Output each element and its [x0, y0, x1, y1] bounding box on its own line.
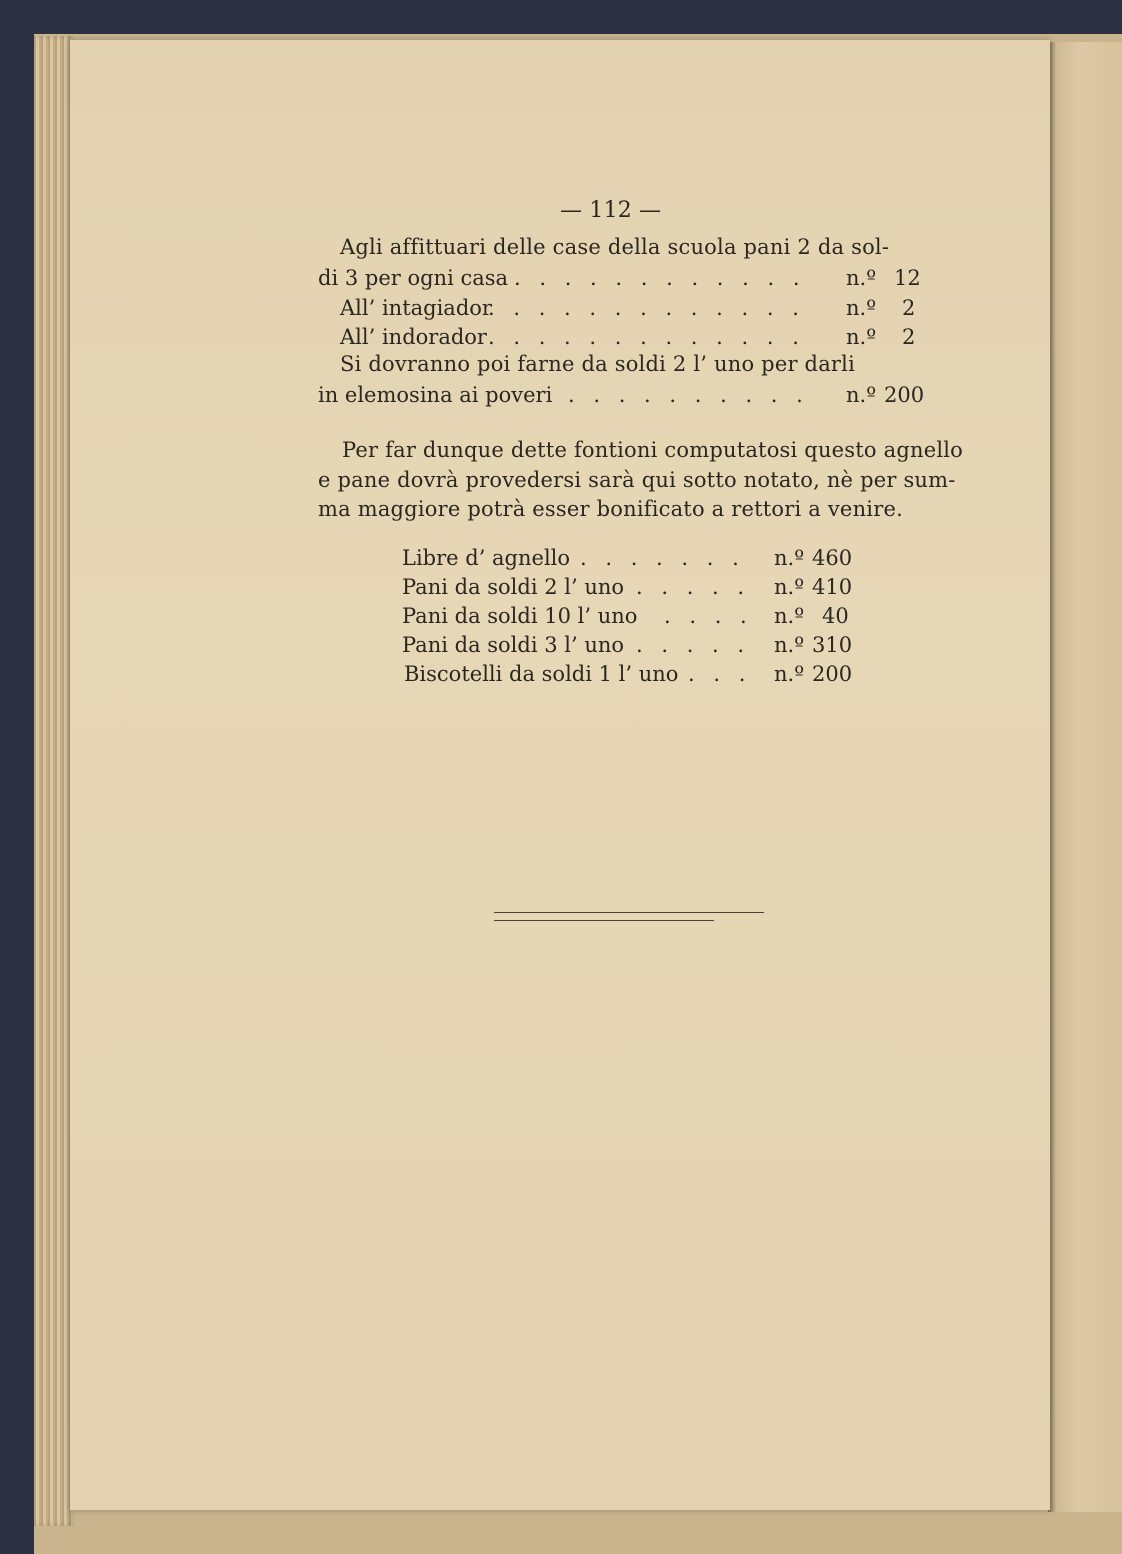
- leader-dots: . . . . . . .: [580, 546, 745, 570]
- list2-item-4: [402, 633, 852, 659]
- leader-dots: . . . . . . . . . . . .: [514, 266, 806, 290]
- number-abbrev: n.º: [774, 575, 805, 599]
- paragraph-line-1: Per far dunque dette fontioni computatosi questo agnello: [342, 438, 964, 462]
- number-abbrev: n.º: [774, 546, 805, 570]
- list2-item-label: Pani da soldi 2 l’ uno: [402, 575, 625, 599]
- facing-page-edge: [1048, 42, 1122, 1512]
- number-abbrev: n.º: [846, 383, 877, 407]
- leader-dots: . . . . . . . . . . . . .: [488, 325, 805, 349]
- leader-dots: . . . . .: [636, 575, 751, 599]
- paragraph-line-2: e pane dovrà provedersi sarà qui sotto notato, nè per sum-: [318, 468, 956, 492]
- list1-item-4-line1: Si dovranno poi farne da soldi 2 l’ uno per darli: [340, 352, 855, 376]
- list1-item-1: [318, 266, 928, 292]
- list2-item-1: [402, 546, 852, 572]
- list2-item-3: [402, 604, 852, 630]
- leader-dots: . . . . . . . . . .: [568, 383, 809, 407]
- leader-dots: . . . . .: [636, 633, 751, 657]
- list1-item-label: All’ indorador: [340, 325, 487, 349]
- leader-dots: . . .: [688, 662, 752, 686]
- list2-item-label: Biscotelli da soldi 1 l’ uno: [404, 662, 679, 686]
- number-abbrev: n.º: [774, 633, 805, 657]
- number-abbrev: n.º: [846, 266, 877, 290]
- page-edges: [34, 36, 74, 1526]
- page-number: — 112 —: [560, 198, 662, 223]
- list1-item-2: [340, 296, 928, 322]
- list1-item-4: [318, 383, 928, 409]
- list1-item-value: 200: [884, 383, 925, 407]
- number-abbrev: n.º: [774, 604, 805, 628]
- list2-item-label: Pani da soldi 3 l’ uno: [402, 633, 625, 657]
- number-abbrev: n.º: [774, 662, 805, 686]
- list2-item-label: Libre d’ agnello: [402, 546, 571, 570]
- list1-item-value: 2: [902, 296, 916, 320]
- leader-dots: . . . . . . . . . . . . .: [488, 296, 805, 320]
- list2-item-2: [402, 575, 852, 601]
- number-abbrev: n.º: [846, 325, 877, 349]
- list1-item-label: in elemosina ai poveri: [318, 383, 553, 407]
- closing-rule-short: [494, 920, 714, 921]
- list2-item-value: 410: [812, 575, 853, 599]
- list1-item-label: All’ intagiador: [340, 296, 492, 320]
- list1-item-3: [340, 325, 928, 351]
- list2-item-value: 200: [812, 662, 853, 686]
- list2-item-label: Pani da soldi 10 l’ uno: [402, 604, 638, 628]
- paragraph-line-3: ma maggiore potrà esser bonificato a rettori a venire.: [318, 497, 903, 521]
- list1-item-1-line1: Agli affittuari delle case della scuola pani 2 da sol-: [340, 235, 890, 259]
- list2-item-5: [404, 662, 852, 688]
- list2-item-value: 40: [822, 604, 849, 628]
- book-page: [70, 40, 1050, 1510]
- leader-dots: . . . .: [664, 604, 753, 628]
- list1-item-value: 12: [894, 266, 921, 290]
- closing-rule: [494, 912, 764, 913]
- number-abbrev: n.º: [846, 296, 877, 320]
- list2-item-value: 460: [812, 546, 853, 570]
- list2-item-value: 310: [812, 633, 853, 657]
- list1-item-value: 2: [902, 325, 916, 349]
- list1-item-label: di 3 per ogni casa: [318, 266, 509, 290]
